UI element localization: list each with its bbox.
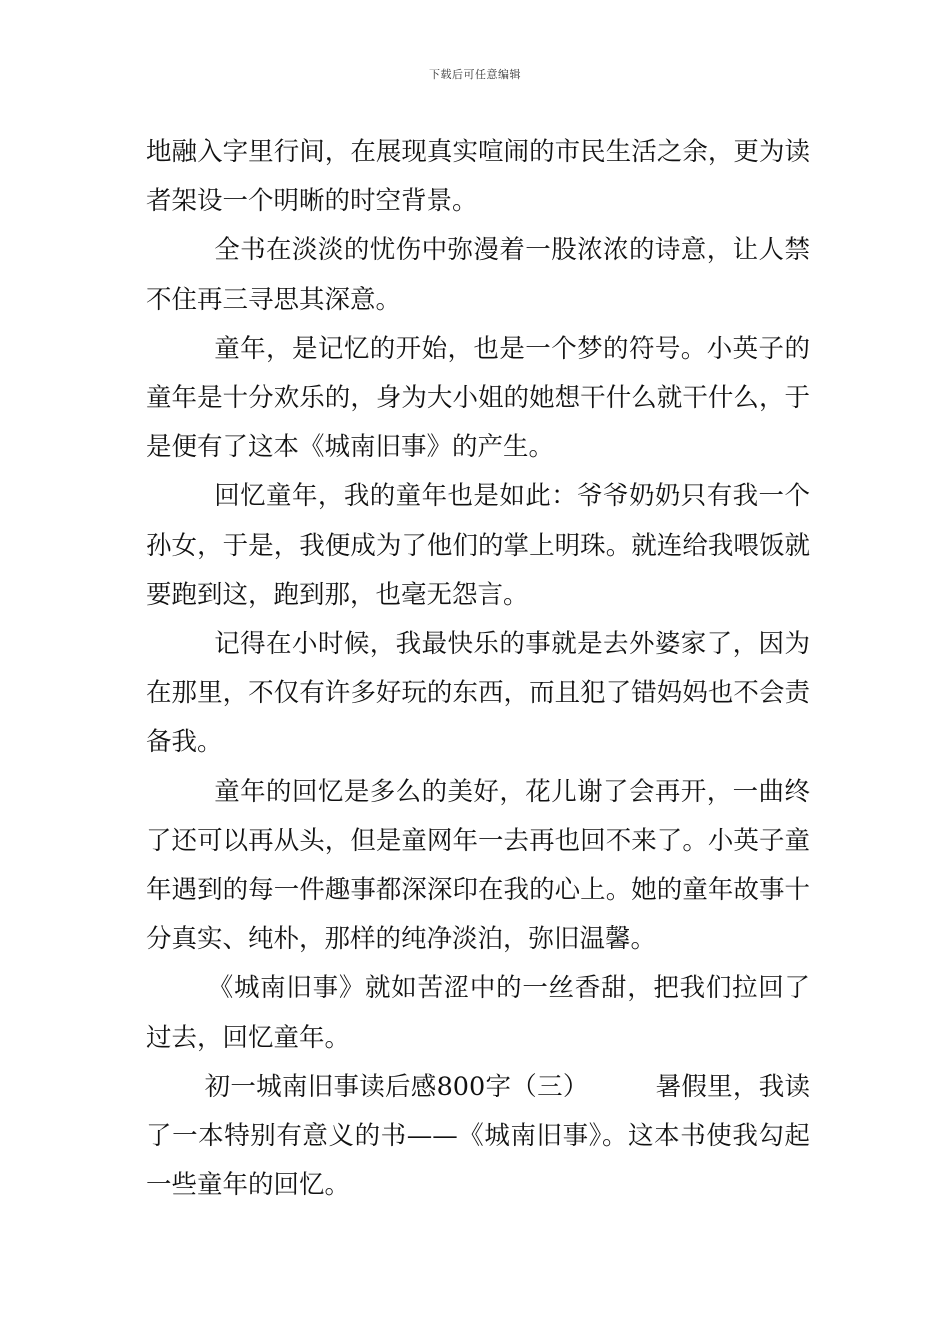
paragraph-2: 全书在淡淡的忧伤中弥漫着一股浓浓的诗意，让人禁不住再三寻思其深意。: [146, 235, 810, 315]
document-body: [146, 128, 810, 1210]
paragraph-1: 地融入字里行间，在展现真实喧闹的市民生活之余，更为读者架设一个明晰的时空背景。: [146, 137, 810, 217]
paragraph-3: 童年，是记忆的开始，也是一个梦的符号。小英子的童年是十分欢乐的，身为大小姐的她想干什么就干什么，于是便有了这本《城南旧事》的产生。: [146, 333, 810, 463]
paragraph-5: 记得在小时候，我最快乐的事就是去外婆家了，因为在那里，不仅有许多好玩的东西，而且犯了错妈妈也不会责备我。: [146, 629, 810, 758]
paragraph-6: 童年的回忆是多么的美好，花儿谢了会再开，一曲终了还可以再从头，但是童网年一去再也回不来了。小英子童年遇到的每一件趣事都深深印在我的心上。她的童年故事十分真实、纯朴，那样的纯净淡泊，弥旧温馨。: [146, 776, 810, 955]
paragraph-7: 《城南旧事》就如苦涩中的一丝香甜，把我们拉回了过去，回忆童年。: [146, 973, 810, 1053]
paragraph-4: 回忆童年，我的童年也是如此：爷爷奶奶只有我一个孙女，于是，我便成为了他们的掌上明珠。就连给我喂饭就要跑到这，跑到那，也毫无怨言。: [146, 481, 810, 610]
paragraph-8: 初一城南旧事读后感800字（三） 暑假里，我读了一本特别有意义的书——《城南旧事》。这本书使我勾起一些童年的回忆。: [146, 1071, 810, 1201]
page-header: 下载后可任意编辑: [429, 68, 521, 81]
